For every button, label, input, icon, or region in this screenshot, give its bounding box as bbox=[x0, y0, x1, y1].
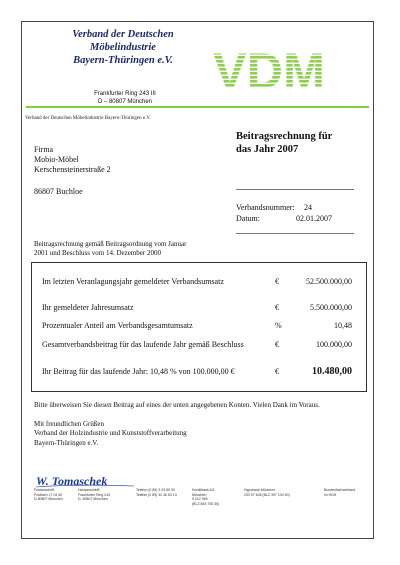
row-label: Im letzten Veranlagungsjahr gemeldeter Verbandsumsatz bbox=[42, 277, 224, 286]
date-value: 02.01.2007 bbox=[296, 213, 332, 223]
footer-bank1: Kreditbank AG München 9 212 055 (BLZ 845 750 35) bbox=[192, 488, 220, 506]
row-unit: € bbox=[275, 367, 279, 376]
fee-table bbox=[31, 262, 367, 392]
row-value: 100.000,00 bbox=[316, 340, 352, 349]
footer-bank2: Hypobank München 233 97 608 (BLZ 397 100 50) bbox=[244, 488, 290, 497]
organization-name bbox=[64, 28, 182, 67]
payment-note: Bitte überweisen Sie diesen Beitrag auf eines der unten angegebenen Konten. Vielen Dank im Voraus. bbox=[34, 401, 320, 409]
organization-address bbox=[80, 90, 170, 106]
row-unit: € bbox=[275, 303, 279, 312]
title-rule bbox=[236, 189, 354, 190]
org-name-line3: Bayern-Thüringen e.V. bbox=[73, 55, 173, 66]
member-number-value: 24 bbox=[304, 203, 312, 212]
closing-org-line2: Bayern-Thüringen e.V. bbox=[34, 438, 99, 447]
greeting: Mit freundlichen Grüßen bbox=[34, 419, 104, 428]
recipient-line2: Mobio-Möbel bbox=[34, 155, 79, 164]
row-value: 10,48 bbox=[334, 321, 352, 330]
document-title bbox=[236, 130, 356, 156]
recipient-line1: Firma bbox=[34, 145, 54, 154]
org-name-line1: Verband der Deutschen bbox=[72, 29, 174, 40]
row-unit: % bbox=[275, 321, 282, 330]
footer-phone: Telefon (0 89) 3 24 65 30 Telefax (0 89) 32 46 53 13 bbox=[136, 488, 177, 497]
recipient-line3: Kerschensteinerstraße 2 bbox=[34, 165, 111, 174]
footer-federation: Bundesfachverband im HDH bbox=[324, 488, 356, 497]
member-number-label: Verbandsnummer: bbox=[236, 203, 295, 212]
org-address-street: Frankfurter Ring 243 III bbox=[94, 91, 156, 97]
row-value: 10.480,00 bbox=[312, 366, 352, 377]
row-label: Gesamtverbandsbeitrag für das laufende Jahr gemäß Beschluss bbox=[42, 340, 244, 349]
meta-rule bbox=[236, 233, 354, 234]
row-value: 5.500.000,00 bbox=[310, 303, 352, 312]
row-label: Prozentualer Anteil am Verbandsgesamtumsatz bbox=[42, 321, 193, 330]
footer-postal: Postanschrift Postfach 17 04 60 D-80807 München bbox=[34, 488, 63, 501]
row-label: Ihr gemeldeter Jahresumsatz bbox=[42, 303, 134, 312]
sender-return-line: Verband der Deutschen Möbelindustrie Bayern-Thüringen e.V. bbox=[25, 116, 151, 121]
closing-text bbox=[34, 401, 360, 448]
logo-text: VDM bbox=[213, 44, 325, 94]
row-label: Ihr Beitrag für das laufende Jahr: 10,48 % von 100.000,00 € bbox=[42, 367, 235, 376]
invoice-meta bbox=[236, 203, 332, 224]
svg-text:W. Tomaschek: W. Tomaschek bbox=[36, 474, 108, 488]
row-value: 52.500.000,00 bbox=[306, 277, 352, 286]
signature bbox=[34, 471, 154, 489]
intro-line1: Beitragsrechnung gemäß Beitragsordnung vom Januar bbox=[34, 240, 187, 248]
row-unit: € bbox=[275, 277, 279, 286]
intro-text bbox=[34, 240, 274, 258]
title-line1: Beitragsrechnung für bbox=[236, 131, 333, 142]
footer-address: Hausanschrift Frankfurter Ring 243 D- 80807 München bbox=[78, 488, 111, 501]
org-name-line2: Möbelindustrie bbox=[90, 42, 156, 53]
org-address-city: D – 80807 München bbox=[97, 99, 153, 105]
intro-line2: 2001 und Beschluss vom 14. Dezember 2000 bbox=[34, 249, 161, 257]
header-divider bbox=[26, 106, 369, 108]
title-line2: das Jahr 2007 bbox=[236, 144, 299, 155]
recipient-address bbox=[34, 145, 111, 197]
closing-org-line1: Verband der Holzindustrie und Kunststoffverarbeitung bbox=[34, 429, 187, 437]
row-unit: € bbox=[275, 340, 279, 349]
date-label: Datum: bbox=[236, 213, 260, 223]
vdm-logo bbox=[211, 44, 327, 94]
letter-page bbox=[21, 21, 374, 539]
recipient-city: 86807 Buchloe bbox=[34, 187, 83, 196]
